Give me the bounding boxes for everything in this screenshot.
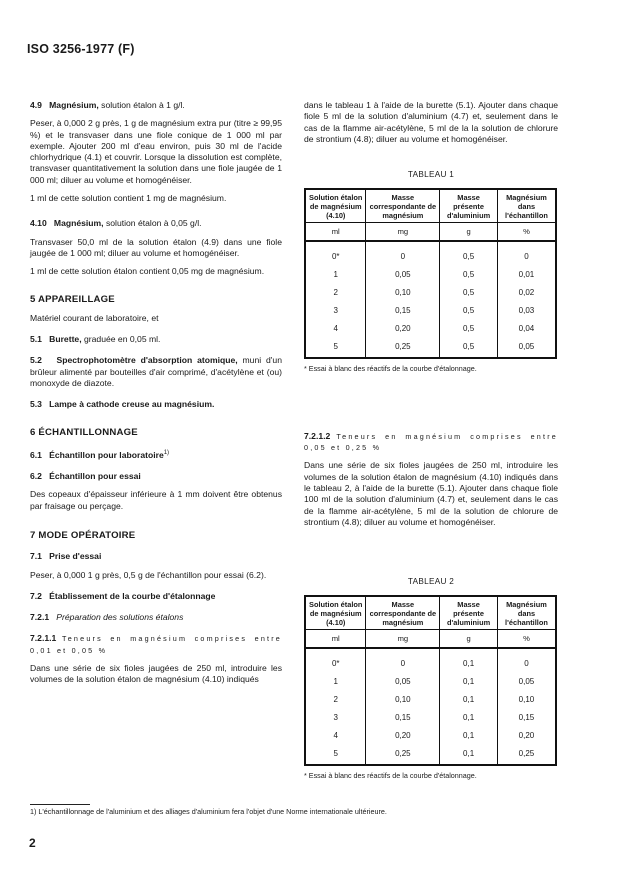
left-column (30, 100, 282, 693)
table-cell: 0 (497, 241, 556, 265)
table-cell: 0,15 (366, 708, 440, 726)
section-subtitle: muni d'un brûleur alimenté par bouteilles d'air comprimé, d'acétylène et (ou) monoxyde de diazote. (30, 355, 282, 389)
table-cell: 3 (333, 712, 338, 722)
table-1-note: * Essai à blanc des réactifs de la courbe d'étalonnage. (304, 364, 477, 374)
table-row (305, 744, 556, 765)
table-cell: 0,1 (440, 672, 498, 690)
table-cell: 0,01 (497, 265, 556, 283)
section-title: Établissement de la courbe d'étalonnage (49, 590, 216, 601)
table-2 (304, 595, 557, 766)
table-cell: 0,20 (497, 726, 556, 744)
paragraph: 1 ml de cette solution étalon contient 0,05 mg de magnésium. (30, 266, 265, 277)
paragraph: 1 ml de cette solution contient 1 mg de magnésium. (30, 193, 227, 204)
section-6-1-heading (30, 448, 282, 461)
column-header: Solution étalon de magnésium (4.10) (305, 189, 366, 223)
table-cell: 0,25 (366, 337, 440, 358)
table-cell: 5 (333, 748, 338, 758)
paragraph: Dans une série de six fioles jaugées de 250 ml, introduire les volumes de la solution étalon de magnésium (4.10) indiqués (30, 663, 282, 685)
table-cell: 0 (366, 648, 440, 672)
section-7-2-1-1-heading (30, 633, 282, 656)
table-cell: 0,25 (497, 744, 556, 765)
table-row (305, 726, 556, 744)
section-number: 7.2.1.1 (30, 633, 57, 644)
section-number: 5.2 (30, 355, 42, 366)
section-number: 7.2.1 (30, 612, 50, 623)
table-cell: 0,20 (366, 319, 440, 337)
table-row (305, 241, 556, 265)
section-subtitle: graduée en 0,05 ml. (81, 334, 161, 345)
table-row (305, 283, 556, 301)
column-header: Masse présente d'aluminium (440, 189, 498, 223)
section-7-1-heading (30, 551, 282, 562)
section-title: Préparation des solutions étalons (56, 612, 184, 623)
table-cell: 0,05 (497, 337, 556, 358)
table-row (305, 265, 556, 283)
table-cell: 0,10 (366, 283, 440, 301)
section-title: Prise d'essai (49, 551, 102, 562)
section-6-heading: 6 ÉCHANTILLONNAGE (30, 426, 138, 438)
table-cell: 0,5 (440, 337, 498, 358)
table-header-row (305, 596, 556, 630)
table-cell: 0,20 (366, 726, 440, 744)
section-title: Échantillon pour laboratoire (49, 449, 164, 460)
section-subtitle: solution étalon à 0,05 g/l. (103, 218, 202, 229)
table-cell: 0,15 (497, 708, 556, 726)
section-title: Magnésium, (49, 100, 99, 110)
section-subtitle: solution étalon à 1 g/l. (98, 100, 185, 110)
unit-cell: mg (366, 630, 440, 649)
section-7-2-1-2-heading (304, 431, 558, 454)
unit-cell: % (497, 630, 556, 649)
table-cell: 0 (366, 241, 440, 265)
table-cell: 0,1 (440, 726, 498, 744)
column-header: Magnésium dans l'échantillon (497, 596, 556, 630)
section-7-2-heading (30, 591, 282, 602)
table-cell: 4 (333, 323, 338, 333)
section-number: 7.2 (30, 590, 42, 601)
section-5-2-heading (30, 355, 282, 389)
table-cell: 0,5 (440, 283, 498, 301)
table-cell: 0,10 (497, 690, 556, 708)
column-header: Solution étalon de magnésium (4.10) (305, 596, 366, 630)
paragraph: Peser, à 0,000 2 g près, 1 g de magnésium extra pur (titre ≥ 99,95 %) et le transvaser dans une fiole conique de 1 000 ml par exemple. Ajouter 200 ml d'eau environ, puis 30 ml de l'acide chlorhydrique (4.1) et couvrir. Lorsque la dissolution est complète, transvaser quantitativement la solution dans une fiole jaugée de 1 000 ml; diluer au volume et homogénéiser. (30, 118, 282, 185)
column-header: Magnésium dans l'échantillon (497, 189, 556, 223)
table-row (305, 337, 556, 358)
table-cell: 0,15 (366, 301, 440, 319)
paragraph: dans le tableau 1 à l'aide de la burette (5.1). Ajouter dans chaque fiole 5 ml de la solution d'aluminium (4.7) et, seulement dans le cas de la flamme air-acétylène, 5 ml de la la solution de chlorure de strontium (4.8); diluer au volume et homogénéiser. (304, 100, 558, 144)
section-title: Teneurs en magnésium comprises entre 0,01 et 0,05 % (30, 634, 282, 655)
paragraph: Matériel courant de laboratoire, et (30, 312, 159, 323)
section-5-1-heading (30, 334, 282, 345)
section-5-heading: 5 APPAREILLAGE (30, 293, 115, 305)
paragraph: Transvaser 50,0 ml de la solution étalon (4.9) dans une fiole jaugée de 1 000 ml; diluer au volume et homogénéiser. (30, 236, 282, 258)
section-number: 6.2 (30, 471, 42, 482)
table-cell: 0,1 (440, 648, 498, 672)
section-title: Magnésium, (53, 218, 104, 229)
table-cell: 4 (333, 730, 338, 740)
column-header: Masse correspondante de magnésium (366, 596, 440, 630)
table-cell: 0,04 (497, 319, 556, 337)
unit-cell: ml (305, 223, 366, 242)
table-row (305, 319, 556, 337)
right-column (304, 100, 558, 782)
table-cell: 0,1 (440, 744, 498, 765)
unit-cell: g (440, 223, 498, 242)
paragraph: Des copeaux d'épaisseur inférieure à 1 mm doivent être obtenus par fraisage ou perçage. (30, 489, 282, 511)
table-cell: 0,25 (366, 744, 440, 765)
section-4-9-heading (30, 100, 282, 111)
section-number: 5.1 (30, 334, 42, 345)
table-row (305, 648, 556, 672)
table-cell: 1 (333, 269, 338, 279)
table-cell: 0 (497, 648, 556, 672)
section-number: 5.3 (30, 399, 42, 410)
unit-cell: % (497, 223, 556, 242)
unit-cell: ml (305, 630, 366, 649)
page-number: 2 (29, 836, 36, 850)
table-cell: 1 (333, 676, 338, 686)
section-number: 7.2.1.2 (304, 430, 331, 441)
table-cell: 0,03 (497, 301, 556, 319)
table-row (305, 690, 556, 708)
table-2-caption: TABLEAU 2 (407, 577, 455, 587)
table-cell: 0,1 (440, 708, 498, 726)
table-row (305, 672, 556, 690)
table-cell: 0,5 (440, 301, 498, 319)
table-cell: 0,10 (366, 690, 440, 708)
document-header: ISO 3256-1977 (F) (27, 42, 135, 56)
table-header-row (305, 189, 556, 223)
footnote-divider (30, 804, 90, 805)
table-cell: 0* (331, 251, 340, 261)
table-cell: 3 (333, 305, 338, 315)
section-number: 4.10 (30, 218, 47, 229)
footnote-ref: 1) (163, 449, 170, 456)
section-4-10-heading (30, 218, 282, 229)
table-row (305, 708, 556, 726)
table-cell: 0,5 (440, 265, 498, 283)
table-1-caption: TABLEAU 1 (407, 170, 455, 180)
table-cell: 0,5 (440, 319, 498, 337)
section-title: Spectrophotomètre d'absorption atomique, (56, 355, 238, 366)
table-cell: 2 (333, 694, 338, 704)
column-header: Masse correspondante de magnésium (366, 189, 440, 223)
column-header: Masse présente d'aluminium (440, 596, 498, 630)
section-number: 4.9 (30, 100, 42, 110)
table-cell: 0,05 (366, 265, 440, 283)
section-7-heading: 7 MODE OPÉRATOIRE (30, 529, 136, 541)
table-cell: 0* (331, 658, 340, 668)
table-cell: 0,05 (366, 672, 440, 690)
unit-cell: mg (366, 223, 440, 242)
section-title: Burette, (49, 334, 82, 345)
table-cell: 0,5 (440, 241, 498, 265)
unit-cell: g (440, 630, 498, 649)
section-number: 6.1 (30, 449, 42, 460)
table-cell: 0,1 (440, 690, 498, 708)
section-title: Teneurs en magnésium comprises entre 0,05 et 0,25 % (304, 431, 558, 453)
table-1 (304, 188, 557, 359)
paragraph: Peser, à 0,000 1 g près, 0,5 g de l'échantillon pour essai (6.2). (30, 569, 267, 580)
table-cell: 5 (333, 341, 338, 351)
section-7-2-1-heading (30, 612, 282, 623)
table-cell: 0,02 (497, 283, 556, 301)
section-5-3-heading (30, 399, 282, 410)
section-title: Lampe à cathode creuse au magnésium. (49, 399, 215, 410)
table-row (305, 301, 556, 319)
table-unit-row (305, 630, 556, 649)
table-2-note: * Essai à blanc des réactifs de la courbe d'étalonnage. (304, 771, 477, 781)
section-number: 7.1 (30, 551, 42, 562)
table-cell: 0,05 (497, 672, 556, 690)
table-cell: 2 (333, 287, 338, 297)
footnote: 1) L'échantillonnage de l'aluminium et des alliages d'aluminium fera l'objet d'une Norme internationale ultérieure. (30, 807, 387, 816)
table-unit-row (305, 223, 556, 242)
section-title: Échantillon pour essai (49, 471, 141, 482)
paragraph: Dans une série de six fioles jaugées de 250 ml, introduire les volumes de la solution étalon de magnésium (4.10) indiqués dans le tableau 2, à l'aide de la burette (5.1). Ajouter dans chaque fiole 100 ml de la solution d'aluminium (4.7) et, seulement dans le cas de la flamme air-acétylène, 5 ml de la solution de chlorure de strontium (4.8); diluer au volume et homogénéiser. (304, 460, 558, 527)
section-6-2-heading (30, 471, 282, 482)
